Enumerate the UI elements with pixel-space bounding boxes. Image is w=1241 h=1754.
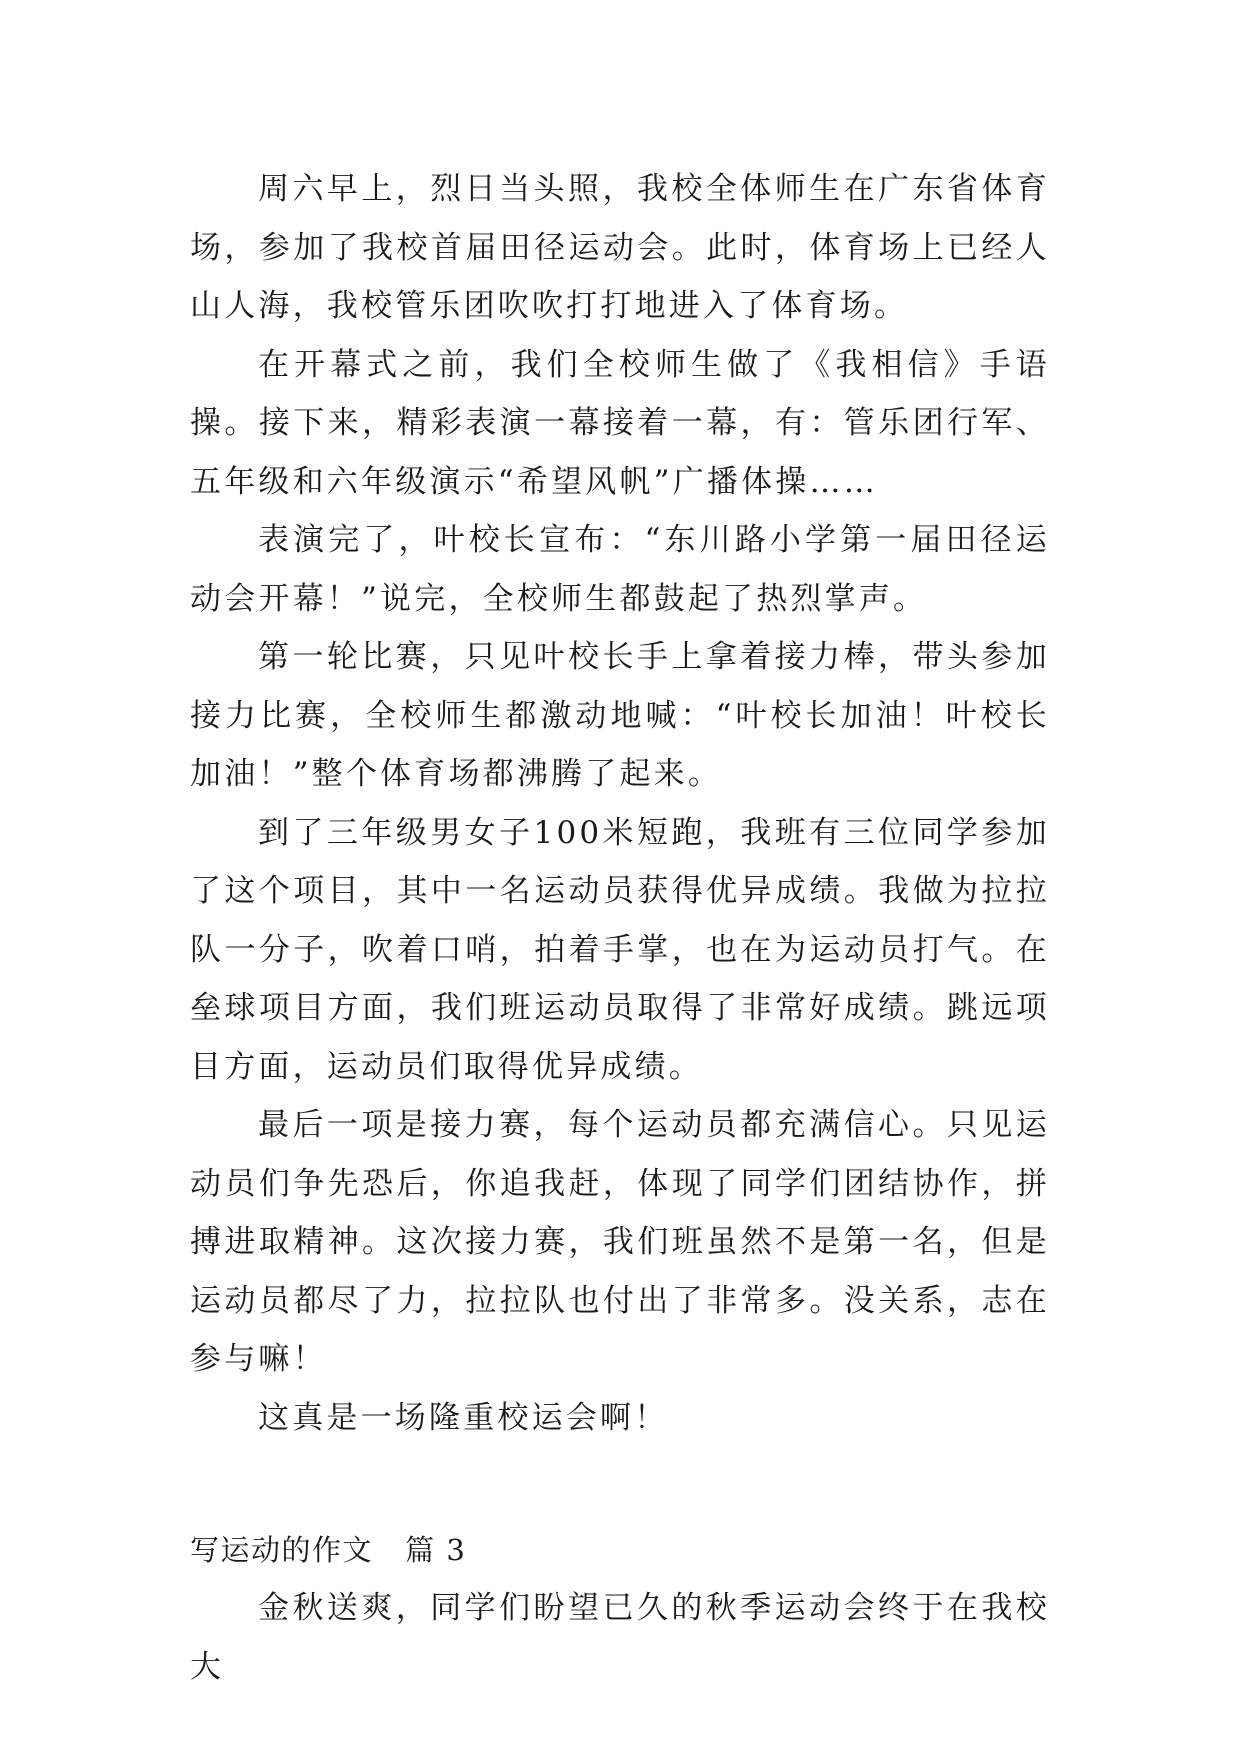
paragraph: 周六早上，烈日当头照，我校全体师生在广东省体育场，参加了我校首届田径运动会。此时，体育场上已经人山人海，我校管乐团吹吹打打地进入了体育场。 [190, 171, 1050, 324]
paragraph: 最后一项是接力赛，每个运动员都充满信心。只见运动员们争先恐后，你追我赶，体现了同学们团结协作，拼搏进取精神。这次接力赛，我们班虽然不是第一名，但是运动员都尽了力，拉拉队也付出了非常多。没关系，志在参与嘛！ [190, 1107, 1050, 1377]
paragraph: 金秋送爽，同学们盼望已久的秋季运动会终于在我校大 [190, 1590, 1050, 1685]
paragraph: 在开幕式之前，我们全校师生做了《我相信》手语操。接下来，精彩表演一幕接着一幕，有：管乐团行军、五年级和六年级演示“希望风帆”广播体操…… [190, 346, 1050, 500]
section-heading-title: 写运动的作文 [190, 1533, 374, 1567]
paragraph: 这真是一场隆重校运会啊！ [258, 1399, 669, 1436]
section-heading-label: 篇 3 [405, 1533, 467, 1567]
paragraph: 到了三年级男女子100米短跑，我班有三位同学参加了这个项目，其中一名运动员获得优异成绩。我做为拉拉队一分子，吹着口哨，拍着手掌，也在为运动员打气。在垒球项目方面，我们班运动员取得了非常好成绩。跳远项目方面，运动员们取得优异成绩。 [190, 814, 1050, 1085]
paragraph: 第一轮比赛，只见叶校长手上拿着接力棒，带头参加接力比赛，全校师生都激动地喊：“叶校长加油！叶校长加油！”整个体育场都沸腾了起来。 [190, 639, 1050, 792]
paragraph: 表演完了，叶校长宣布：“东川路小学第一届田径运动会开幕！”说完，全校师生都鼓起了热烈掌声。 [190, 522, 1050, 617]
document-page [190, 160, 1050, 1696]
section-heading [190, 1521, 1050, 1579]
